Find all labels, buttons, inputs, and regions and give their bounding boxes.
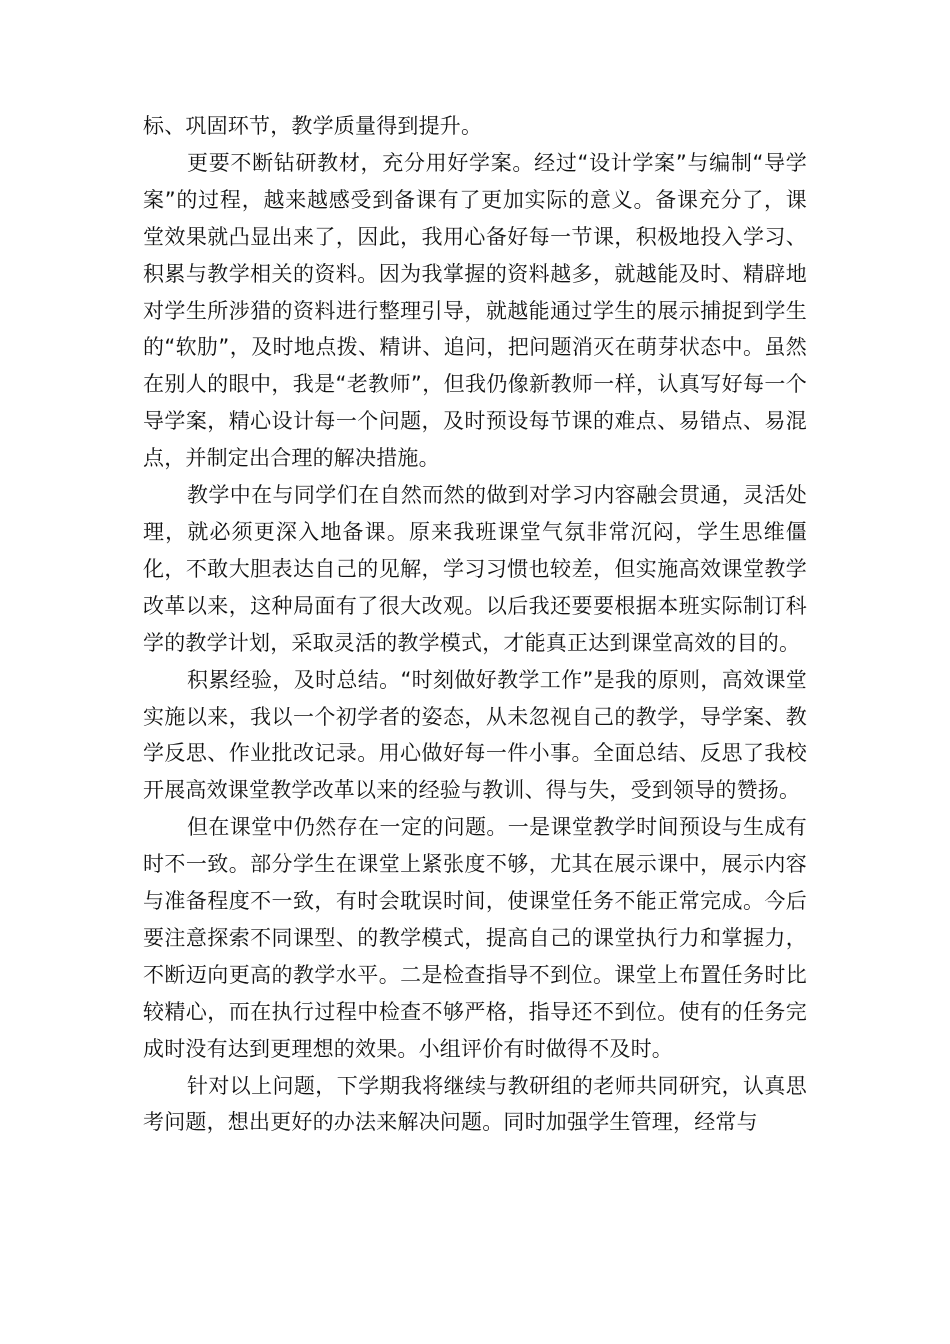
document-body [143, 108, 807, 1141]
paragraph-problems: 但在课堂中仍然存在一定的问题。一是课堂教学时间预设与生成有时不一致。部分学生在课堂上紧张度不够，尤其在展示课中，展示内容与准备程度不一致，有时会耽误时间，使课堂任务不能正常完成。今后要注意探索不同课型、的教学模式，提高自己的课堂执行力和掌握力，不断迈向更高的教学水平。二是检查指导不到位。课堂上布置任务时比较精心，而在执行过程中检查不够严格，指导还不到位。使有的任务完成时没有达到更理想的效果。小组评价有时做得不及时。 [143, 815, 807, 1061]
paragraph-lesson-plans: 更要不断钻研教材，充分用好学案。经过“设计学案”与编制“导学案”的过程，越来越感受到备课有了更加实际的意义。备课充分了，课堂效果就凸显出来了，因此，我用心备好每一节课，积极地投入学习、积累与教学相关的资料。因为我掌握的资料越多，就越能及时、精辟地对学生所涉猎的资料进行整理引导，就越能通过学生的展示捕捉到学生的“软肋”，及时地点拨、精讲、追问，把问题消灭在萌芽状态中。虽然在别人的眼中，我是“老教师”，但我仍像新教师一样，认真写好每一个导学案，精心设计每一个问题，及时预设每节课的难点、易错点、易混点，并制定出合理的解决措施。 [143, 150, 807, 471]
paragraph-next-steps: 针对以上问题，下学期我将继续与教研组的老师共同研究，认真思考问题，想出更好的办法来解决问题。同时加强学生管理，经常与 [143, 1073, 807, 1135]
paragraph-deep-preparation: 教学中在与同学们在自然而然的做到对学习内容融会贯通，灵活处理，就必须更深入地备课。原来我班课堂气氛非常沉闷，学生思维僵化，不敢大胆表达自己的见解，学习习惯也较差，但实施高效课堂教学改革以来，这种局面有了很大改观。以后我还要要根据本班实际制订科学的教学计划，采取灵活的教学模式，才能真正达到课堂高效的目的。 [143, 483, 807, 655]
paragraph-experience-summary: 积累经验，及时总结。“时刻做好教学工作”是我的原则，高效课堂实施以来，我以一个初学者的姿态，从未忽视自己的教学，导学案、教学反思、作业批改记录。用心做好每一件小事。全面总结、反思了我校开展高效课堂教学改革以来的经验与教训、得与失，受到领导的赞扬。 [143, 667, 807, 803]
paragraph-continuation: 标、巩固环节，教学质量得到提升。 [143, 114, 483, 138]
